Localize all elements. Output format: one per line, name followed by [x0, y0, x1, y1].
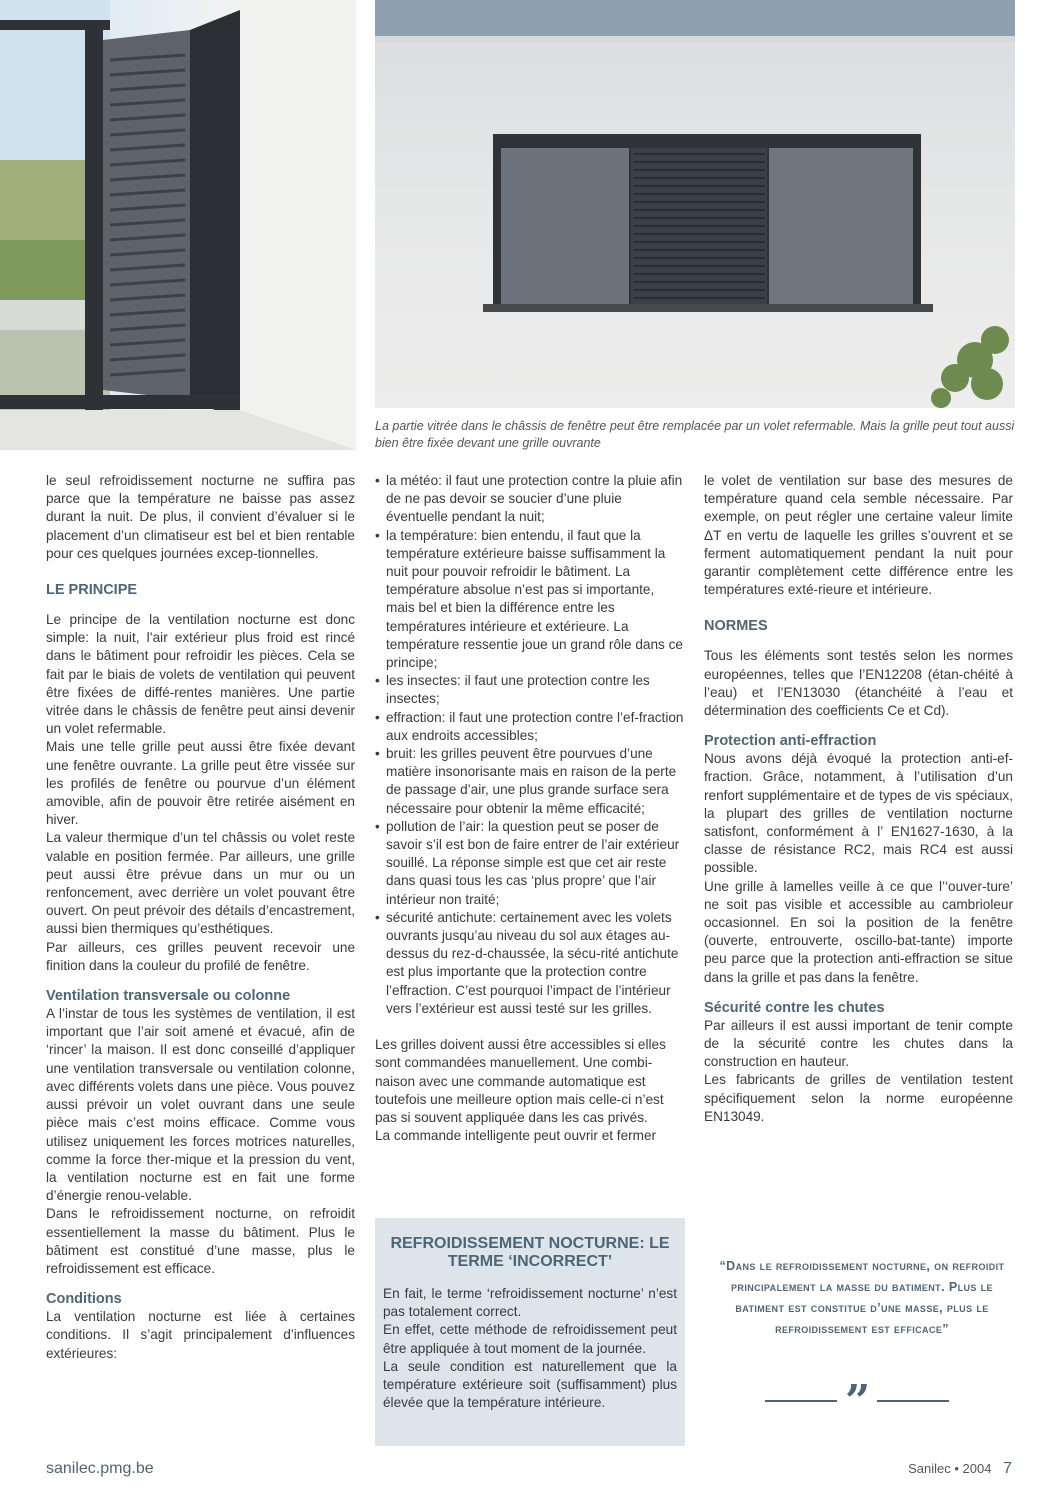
pull-quote: “Dans le refroidissement nocturne, on refroidit principalement la masse du batiment. Plus le batiment est constitue d’une masse, plus le refroidissement est efficace” — [719, 1259, 1005, 1336]
paragraph-normes: Tous les éléments sont testés selon les normes européennes, telles que l’EN12208 (étan-chéité à l’eau) et l’EN13030 (étanchéité à l’eau et détermination des coefficients Ce et Cd). — [704, 648, 1013, 719]
sidebar-box-body — [383, 1285, 677, 1412]
footer-publication-name: Sanilec • 2004 — [908, 1461, 992, 1476]
sidebar-paragraph-3: La seule condition est naturellement que la température extérieure soit (suffisamment) plus élevée que la température intérieure. — [383, 1358, 677, 1411]
paragraph-protection-2: Une grille à lamelles veille à ce que l’‘ouver-ture’ ne soit pas visible et accessible au cambrioleur occasionnel. En soi la position de la fenêtre (ouverte, entrouverte, oscillo-bat-tante) importe peu parce que la protection anti-effraction se situe dans la grille et pas dans la fenêtre. — [704, 878, 1013, 985]
sidebar-box — [375, 1218, 685, 1446]
paragraph-intro: le seul refroidissement nocturne ne suffira pas parce que la température ne baisse pas assez durant la nuit. De plus, il convient d’évaluer si le placement d’un climatiseur est bel et bien rentable pour ces quelques journées excep-tionnelles. — [46, 473, 355, 561]
paragraph-principe-4: Par ailleurs, ces grilles peuvent recevoir une finition dans la couleur du profilé de fenêtre. — [46, 939, 355, 973]
heading-ventilation: Ventilation transversale ou colonne — [46, 988, 291, 1005]
list-item: • les insectes: il faut une protection contre les insectes; — [375, 672, 685, 708]
conditions-list — [375, 472, 685, 1018]
heading-normes: NORMES — [704, 618, 768, 635]
photo-window-shutter-interior — [0, 0, 356, 450]
list-item: • effraction: il faut une protection contre l’ef-fraction aux endroits accessibles; — [375, 709, 685, 745]
quote-mark-icon — [765, 1376, 950, 1427]
sidebar-paragraph-1: En fait, le terme ‘refroidissement nocturne’ n’est pas totalement correct. — [383, 1286, 677, 1320]
paragraph-principe-2: Mais une telle grille peut aussi être fixée devant une fenêtre ouvrante. La grille peut être vissée sur les profilés de fenêtre ou pourvue d’un élément amovible, afin de pouvoir être retirée aisément en hiver. — [46, 739, 355, 828]
list-item: • bruit: les grilles peuvent être pourvues d’une matière insonorisante mais en raison de la perte de passage d’air, une plus grande surface sera nécessaire pour obtenir la même efficacité; — [375, 745, 685, 818]
paragraph-securite-2: Les fabricants de grilles de ventilation testent spécifiquement selon la norme européenne EN13049. — [704, 1072, 1013, 1124]
paragraph-protection-1: Nous avons déjà évoqué la protection anti-ef-fraction. Grâce, notamment, à l’utilisation d’un renfort supplémentaire et de types de vis spéciaux, la plupart des grilles de ventilation nocturne satisfont, conformément à l’ EN1627-1630, à la classe de résistance RC2, mais RC4 est aussi possible. — [704, 751, 1013, 876]
heading-securite: Sécurité contre les chutes — [704, 999, 885, 1016]
column-1 — [46, 472, 355, 1363]
list-item: • sécurité antichute: certainement avec les volets ouvrants jusqu’au niveau du sol aux étages au-dessus du rez-d-chaussée, la sécu-rité antichute est plus importante que la protection contre l’effraction. C’est pourquoi l’impact de l’intérieur vers l’extérieur est aussi testé sur les grilles. — [375, 909, 685, 1018]
paragraph-principe-3: La valeur thermique d’un tel châssis ou volet reste valable en position fermée. Par ailleurs, une grille peut aussi être prévue dans un mur ou un renfoncement, avec derrière un volet pouvant être ouvert. On peut prévoir des détails d’encastrement, aussi bien thermiques qu’esthétiques. — [46, 830, 355, 937]
heading-le-principe: LE PRINCIPE — [46, 582, 138, 599]
list-item: • pollution de l’air: la question peut se poser de savoir s’il est bon de faire entrer de l’air extérieur souillé. La réponse simple est que cet air reste dans quasi tous les cas ‘plus propre’ que l’air intérieur non traité; — [375, 818, 685, 909]
list-item: • la météo: il faut une protection contre la pluie afin de ne pas devoir se soucier d’une pluie éventuelle pendant la nuit; — [375, 472, 685, 527]
photo-caption: La partie vitrée dans le châssis de fenêtre peut être remplacée par un volet refermable. Mais la grille peut tout aussi bien être fixée devant une grille ouvrante — [375, 419, 1015, 450]
column-3 — [704, 472, 1013, 1126]
paragraph-ventilation-2: Dans le refroidissement nocturne, on refroidit essentiellement la masse du bâtiment. Plus le bâtiment est constitué d’une masse, plus le refroidissement est efficace. — [46, 1206, 355, 1276]
paragraph-principe-1: Le principe de la ventilation nocturne est donc simple: la nuit, l’air extérieur plus froid est rincé dans le bâtiment pour refroidir les pièces. Cela se fait par le biais de volets de ventilation qui peuvent être fixées de diffé-rentes manières. Une partie vitrée dans le châssis de fenêtre peut ainsi devenir un volet refermable. — [46, 612, 355, 737]
list-item: • la température: bien entendu, il faut que la température extérieure baisse suffisamment la nuit pour pouvoir refroidir le bâtiment. La température absolue n’est pas si importante, mais bel et bien la différence entre les températures intérieure et extérieure. La température ressentie joue un grand rôle dans ce principe; — [375, 527, 685, 673]
paragraph-conditions: La ventilation nocturne est liée à certaines conditions. Il s’agit principalement d’influences extérieures: — [46, 1309, 355, 1361]
paragraph-securite-1: Par ailleurs il est aussi important de tenir compte de la sécurité contre les chutes dans la construction en hauteur. — [704, 1017, 1013, 1070]
sidebar-paragraph-2: En effet, cette méthode de refroidissement peut être appliquée à tout moment de la journée. — [383, 1322, 677, 1356]
column-2 — [375, 472, 685, 1145]
heading-conditions: Conditions — [46, 1291, 122, 1308]
closing-quote-glyph: ” — [845, 1376, 871, 1427]
paragraph-volet: le volet de ventilation sur base des mesures de température quand cela semble nécessaire. Par exemple, on peut régler une certaine valeur limite ΔT en vertu de laquelle les grilles s’ouvrent et se ferment automatiquement pendant la nuit pour garantir complètement cette différence entre les températures exté-rieure et intérieure. — [704, 473, 1013, 598]
photo-facade-window-louvre — [375, 0, 1015, 408]
sidebar-box-title: REFROIDISSEMENT NOCTURNE: LE TERME ‘INCORRECT’ — [390, 1235, 670, 1270]
paragraph-grilles: Les grilles doivent aussi être accessibles si elles sont commandées manuellement. Une combi-naison avec une commande automatique est toutefois une meilleure option mais celle-ci n’est pas si souvent appliquée dans les cas privés. — [375, 1037, 666, 1125]
heading-protection: Protection anti-effraction — [704, 733, 877, 750]
footer-publication — [908, 1460, 1012, 1478]
page-number: 7 — [1003, 1460, 1012, 1477]
footer-url[interactable]: sanilec.pmg.be — [46, 1460, 154, 1477]
paragraph-ventilation-1: A l’instar de tous les systèmes de ventilation, il est important que l’air soit amené et évacué, afin de ‘rincer’ la maison. Il est donc conseillé d’appliquer une ventilation transversale ou ventilation colonne, avec différents volets dans une pièce. Vous pouvez aussi prévoir un volet ouvrant dans une seule pièce mais c’est moins efficace. Comme vous utilisez uniquement les forces motrices naturelles, comme la force ther-mique et la pression du vent, la ventilation nocturne est en fait une forme d’énergie renou-velable. — [46, 1006, 355, 1204]
paragraph-commande: La commande intelligente peut ouvrir et fermer — [375, 1128, 657, 1144]
